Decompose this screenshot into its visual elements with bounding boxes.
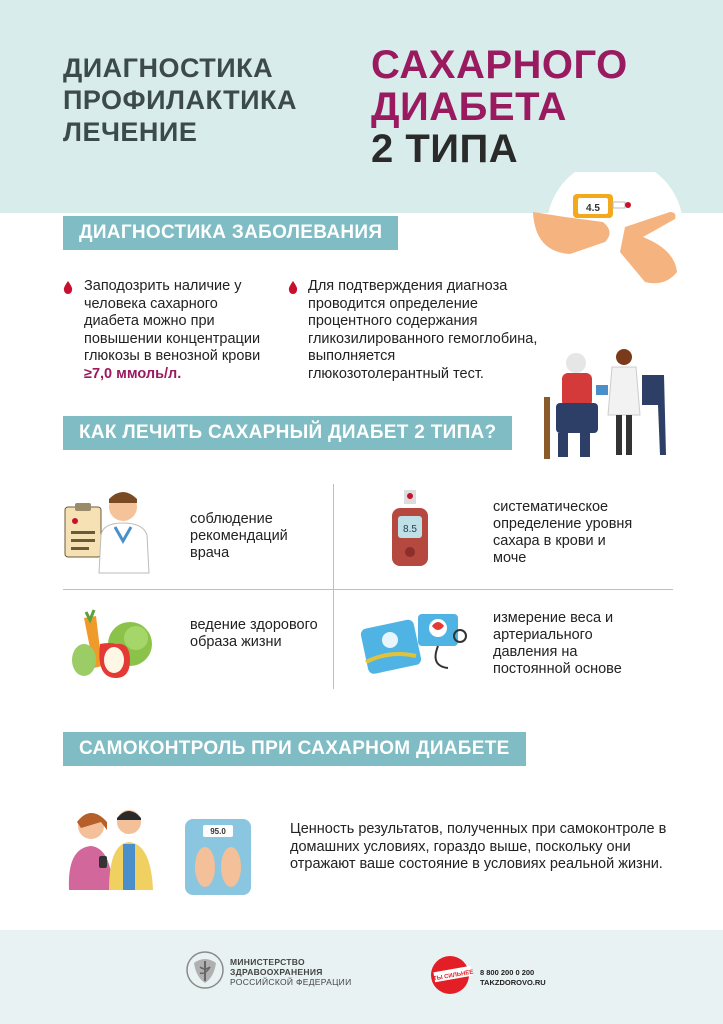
section-selfcontrol-title: САМОКОНТРОЛЬ ПРИ САХАРНОМ ДИАБЕТЕ	[63, 732, 526, 766]
treatment-item-3: ведение здорового образа жизни	[190, 617, 318, 650]
footer-contacts	[480, 968, 546, 988]
blood-drop-icon	[625, 202, 631, 208]
glucometer-reading: 4.5	[586, 203, 600, 214]
doctor-recommendation-icon	[63, 487, 158, 575]
header-left-line-3: ЛЕЧЕНИЕ	[63, 117, 198, 147]
grid-horizontal-divider	[63, 589, 673, 590]
foot-icon	[195, 847, 215, 887]
tak-zdorovo-logo-icon	[430, 955, 476, 995]
patient-body-icon	[562, 373, 592, 407]
blood-pressure-cuff-icon	[596, 385, 608, 395]
foot-icon	[221, 847, 241, 887]
treatment-item-4: измерение веса и артериального давления на постоянной основе	[493, 610, 622, 677]
treatment-item-1: соблюдение рекомендаций врача	[190, 511, 288, 561]
section-treatment-title: КАК ЛЕЧИТЬ САХАРНЫЙ ДИАБЕТ 2 ТИПА?	[63, 416, 512, 450]
blood-drop-icon	[63, 281, 73, 294]
doctor-coat-icon	[608, 367, 640, 415]
blood-drop-icon	[288, 281, 298, 294]
glucometer-hands-illustration	[525, 172, 695, 302]
site-link[interactable]: TAKZDOROVO.RU	[480, 978, 546, 987]
cane-icon	[544, 397, 550, 459]
chair-icon	[642, 375, 666, 455]
section-diagnostics-title: ДИАГНОСТИКА ЗАБОЛЕВАНИЯ	[63, 216, 398, 250]
glucometer-icon	[99, 856, 107, 868]
treatment-item-2: систематическое определение уровня сахара в крови и моче	[493, 499, 633, 566]
header-left-line-1: ДИАГНОСТИКА	[63, 53, 274, 83]
ministry-line-3: РОССИЙСКОЙ ФЕДЕРАЦИИ	[230, 977, 352, 987]
hotline-phone: 8 800 200 0 200	[480, 968, 535, 977]
header-right-line-1: САХАРНОГО	[371, 43, 628, 87]
grid-vertical-divider	[333, 484, 334, 689]
ministry-line-2: ЗДРАВООХРАНЕНИЯ	[230, 967, 323, 977]
diagnostics-para-1	[84, 278, 274, 383]
footer	[0, 930, 723, 1024]
header-right-line-2: ДИАБЕТА	[371, 85, 567, 129]
self-control-people-illustration	[65, 808, 160, 890]
glucose-threshold: ≥7,0 ммоль/л.	[84, 365, 182, 382]
header-left-line-2: ПРОФИЛАКТИКА	[63, 85, 297, 115]
bathroom-scale-icon	[185, 819, 251, 895]
header-right-title	[371, 44, 628, 170]
diagnostics-para-1-text: Заподозрить наличие у человека сахарного диабета можно при повышении концентрации глюкозы в венозной крови	[84, 278, 261, 364]
header-left-title	[63, 52, 297, 148]
patient-head-icon	[566, 353, 586, 373]
scale-value: 95.0	[210, 827, 226, 836]
meter-value: 8.5	[403, 524, 417, 535]
doctor-head-icon	[616, 349, 632, 365]
selfcontrol-text: Ценность результатов, полученных при самоконтроле в домашних условиях, гораздо выше, поскольку они отражают ваше состояние в условиях реальной жизни.	[290, 821, 667, 872]
ministry-name	[230, 957, 352, 987]
logo-badge-text: ТЫ СИЛЬНЕЕ	[432, 969, 474, 983]
diagnostics-para-2: Для подтверждения диагноза проводится определение процентного содержания гликозилированного гемоглобина, выполняется глюкозотолерантный тест.	[308, 278, 538, 382]
glucometer-icon	[390, 490, 430, 570]
doctor-patient-illustration	[538, 345, 678, 465]
header-right-line-3: 2 ТИПА	[371, 127, 519, 171]
ministry-emblem-icon	[186, 951, 224, 989]
ministry-line-1: МИНИСТЕРСТВО	[230, 957, 305, 967]
scale-tonometer-icon	[360, 610, 470, 674]
healthy-food-icon	[70, 608, 160, 680]
